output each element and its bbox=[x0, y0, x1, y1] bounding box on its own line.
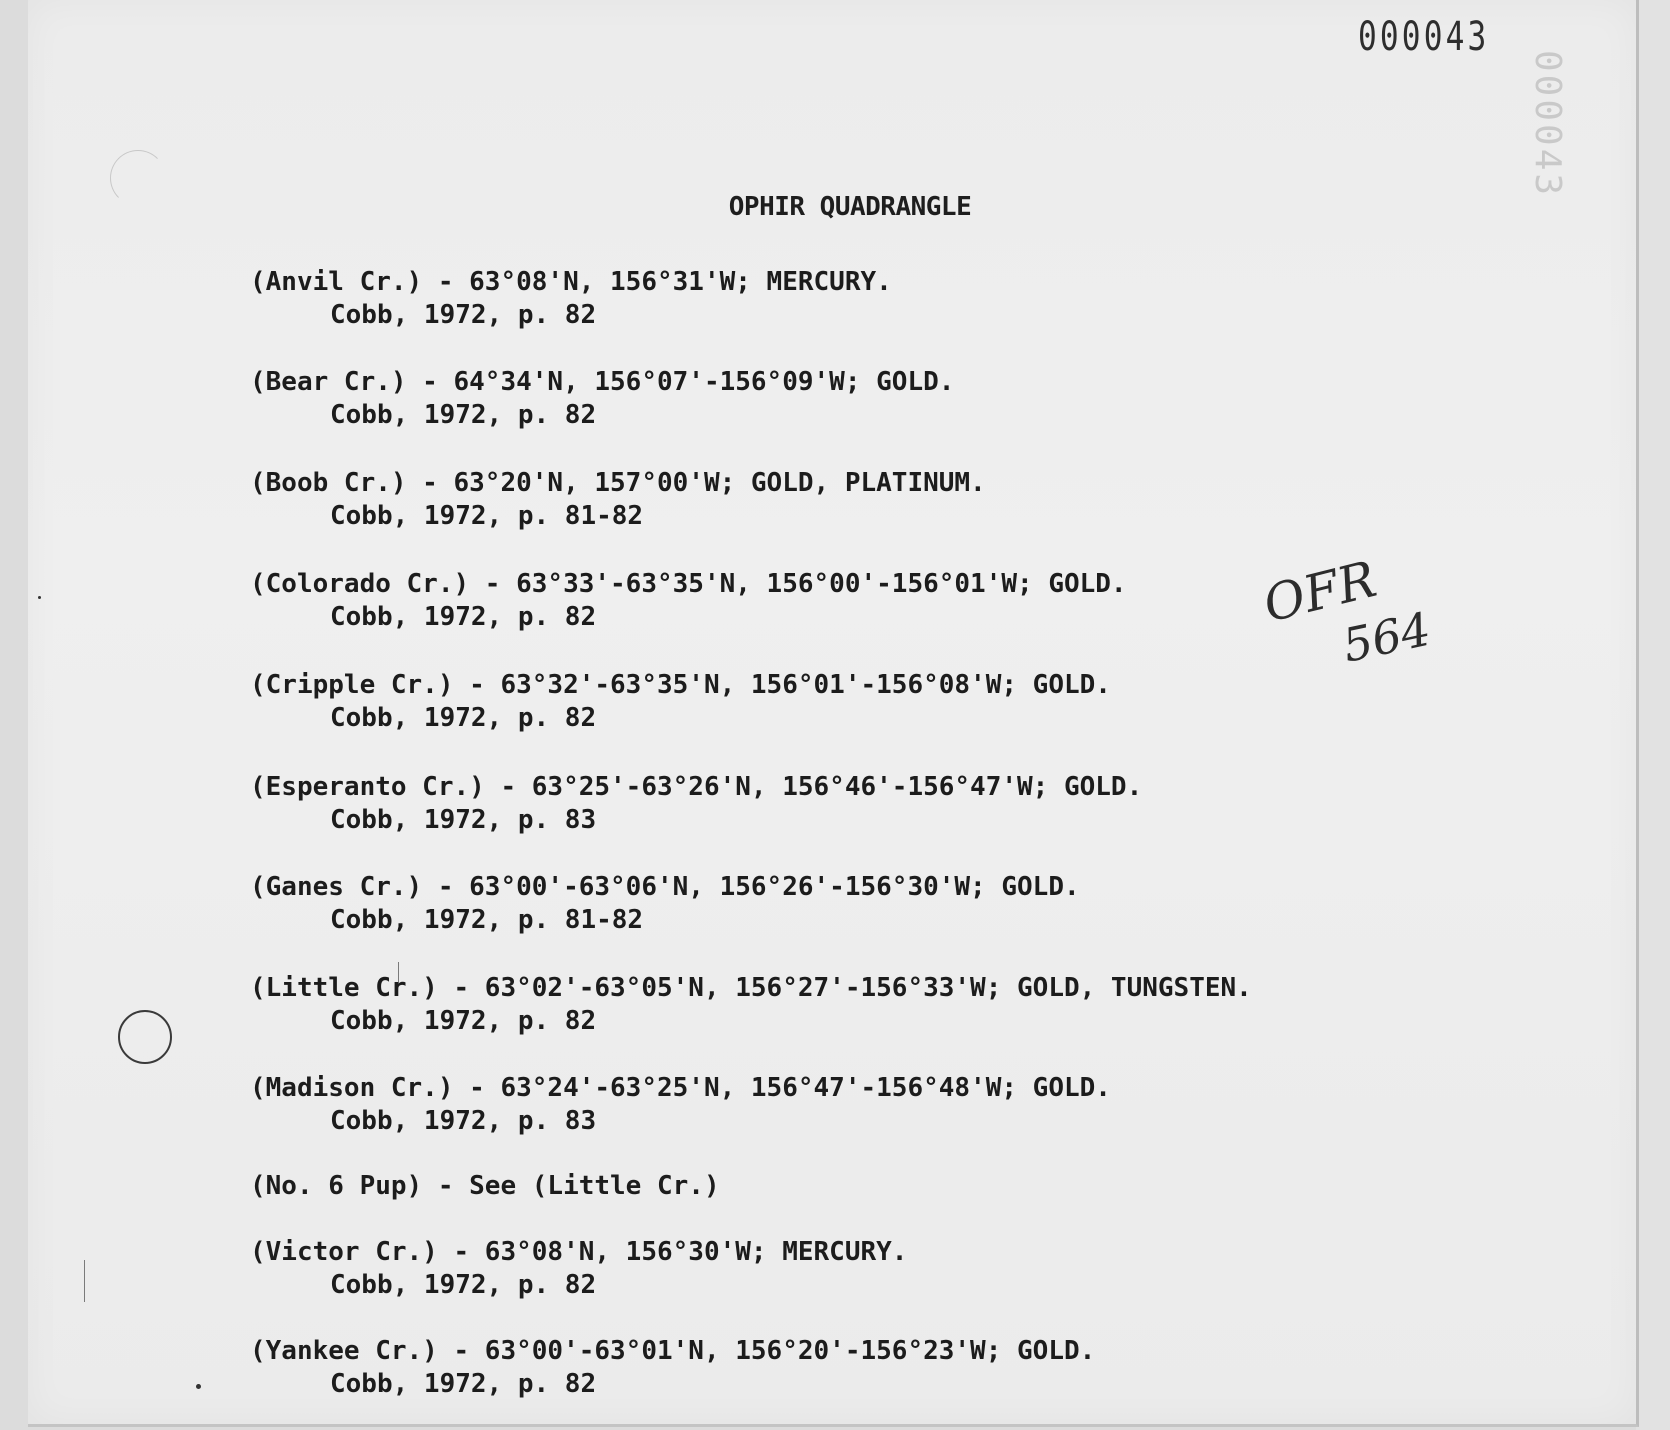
entry-locality: (Anvil Cr.) - 63°08'N, 156°31'W; MERCURY. bbox=[250, 267, 892, 297]
list-item bbox=[250, 1335, 1095, 1401]
margin-tick-mark bbox=[84, 1260, 85, 1302]
page-number-bleed-through: 000043 bbox=[1527, 50, 1568, 199]
entry-locality: (Ganes Cr.) - 63°00'-63°06'N, 156°26'-156°30'W; GOLD. bbox=[250, 872, 1080, 902]
list-item bbox=[250, 366, 954, 432]
entry-citation: Cobb, 1972, p. 82 bbox=[330, 703, 597, 733]
entry-locality: (Esperanto Cr.) - 63°25'-63°26'N, 156°46'-156°47'W; GOLD. bbox=[250, 772, 1143, 802]
entry-citation: Cobb, 1972, p. 82 bbox=[330, 1270, 597, 1300]
entry-citation: Cobb, 1972, p. 82 bbox=[330, 400, 597, 430]
entry-locality: (Boob Cr.) - 63°20'N, 157°00'W; GOLD, PLATINUM. bbox=[250, 468, 986, 498]
entry-locality: (Yankee Cr.) - 63°00'-63°01'N, 156°20'-156°23'W; GOLD. bbox=[250, 1336, 1096, 1366]
entry-locality: (Victor Cr.) - 63°08'N, 156°30'W; MERCURY. bbox=[250, 1237, 908, 1267]
entry-citation: Cobb, 1972, p. 82 bbox=[330, 602, 597, 632]
list-item bbox=[250, 266, 892, 332]
entry-citation: Cobb, 1972, p. 82 bbox=[330, 1006, 597, 1036]
handwritten-note-line: 564 bbox=[1338, 601, 1436, 673]
list-item bbox=[250, 1170, 720, 1203]
list-item bbox=[250, 1072, 1111, 1138]
entry-citation: Cobb, 1972, p. 83 bbox=[330, 805, 597, 835]
entry-locality: (No. 6 Pup) - See (Little Cr.) bbox=[250, 1171, 720, 1201]
document-title: OPHIR QUADRANGLE bbox=[728, 192, 972, 222]
entry-locality: (Cripple Cr.) - 63°32'-63°35'N, 156°01'-156°08'W; GOLD. bbox=[250, 670, 1111, 700]
margin-dot-mark bbox=[38, 596, 41, 599]
page-number: 000043 bbox=[1358, 14, 1490, 60]
entry-citation: Cobb, 1972, p. 81-82 bbox=[330, 501, 644, 531]
entry-citation: Cobb, 1972, p. 82 bbox=[330, 1369, 597, 1399]
list-item bbox=[250, 669, 1111, 735]
handwritten-note-line: OFR bbox=[1257, 549, 1382, 634]
list-item bbox=[250, 467, 986, 533]
handwritten-annotation bbox=[1255, 530, 1505, 680]
entry-locality: (Colorado Cr.) - 63°33'-63°35'N, 156°00'-156°01'W; GOLD. bbox=[250, 569, 1127, 599]
list-item bbox=[250, 972, 1252, 1038]
list-item bbox=[250, 771, 1142, 837]
margin-circle-mark bbox=[118, 1010, 172, 1064]
entry-locality: (Madison Cr.) - 63°24'-63°25'N, 156°47'-156°48'W; GOLD. bbox=[250, 1073, 1111, 1103]
list-item bbox=[250, 568, 1127, 634]
entry-citation: Cobb, 1972, p. 83 bbox=[330, 1106, 597, 1136]
list-item bbox=[250, 871, 1080, 937]
list-item bbox=[250, 1236, 907, 1302]
entry-locality: (Little Cr.) - 63°02'-63°05'N, 156°27'-156°33'W; GOLD, TUNGSTEN. bbox=[250, 973, 1252, 1003]
entry-citation: Cobb, 1972, p. 81-82 bbox=[330, 905, 644, 935]
entry-locality: (Bear Cr.) - 64°34'N, 156°07'-156°09'W; GOLD. bbox=[250, 367, 955, 397]
margin-dot-mark bbox=[196, 1384, 201, 1389]
entry-citation: Cobb, 1972, p. 82 bbox=[330, 300, 597, 330]
